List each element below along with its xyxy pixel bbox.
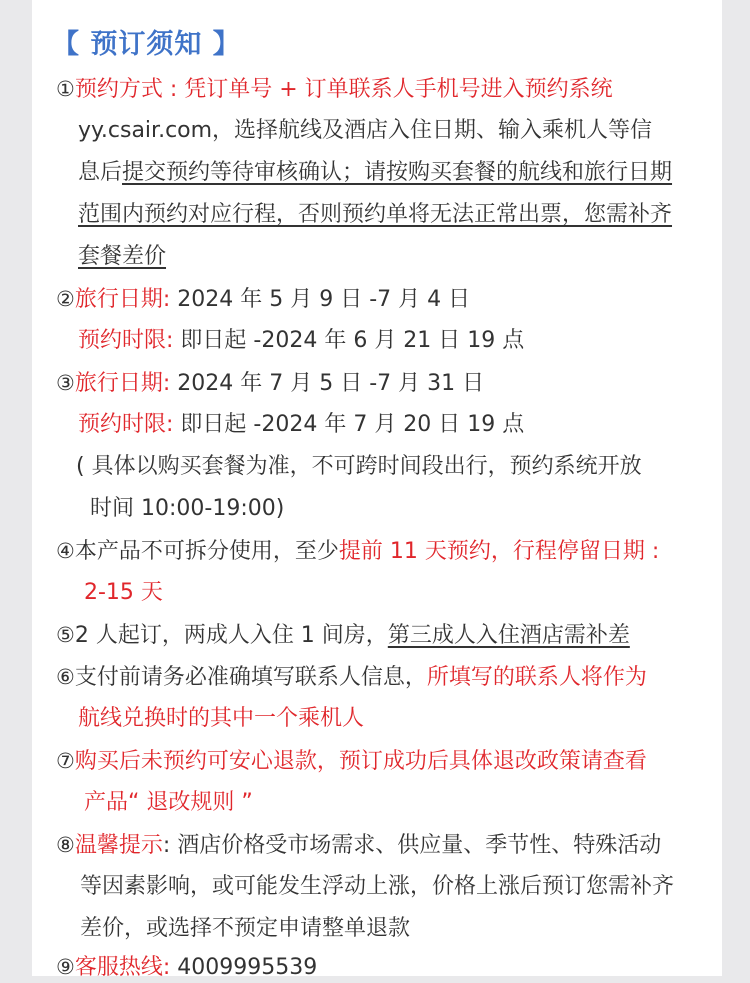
item-1-line-4: 范围内预约对应行程，否则预约单将无法正常出票，您需补齐	[78, 202, 673, 227]
section-title: 【 预订须知 】	[52, 29, 241, 60]
item-4-advance-booking: 提前 11 天预约，行程停留日期 :	[338, 539, 660, 564]
item-2-date-value: 2024 年 5 月 9 日 -7 月 4 日	[177, 287, 471, 312]
item-3-date-value: 2024 年 7 月 5 日 -7 月 31 日	[177, 371, 485, 396]
item-3-limit-label: 预约时限:	[78, 412, 174, 437]
item-1-line-3	[78, 158, 672, 188]
item-8-text-1: : 酒店价格受市场需求、供应量、季节性、特殊活动	[162, 833, 662, 858]
item-8-number: ⑧	[56, 833, 75, 857]
item-1-number: ①	[56, 77, 75, 101]
item-8-tip-label: 温馨提示	[74, 833, 163, 858]
item-2-date-label: 旅行日期:	[74, 287, 171, 312]
item-2-limit-label: 预约时限:	[78, 328, 174, 353]
item-4-number: ④	[56, 539, 75, 563]
item-8-line-2: 等因素影响，或可能发生浮动上涨，价格上涨后预订您需补齐	[80, 874, 675, 899]
item-3-travel-date	[56, 368, 484, 399]
item-5-text: 2 人起订，两成人入住 1 间房，	[74, 623, 388, 648]
item-3-note-line-2: 时间 10:00-19:00)	[90, 496, 285, 521]
item-3-number: ③	[56, 371, 75, 395]
item-5-number: ⑤	[56, 623, 75, 647]
item-1-line-1	[56, 74, 613, 105]
item-3-booking-limit	[78, 410, 524, 440]
item-9-hotline	[56, 952, 317, 983]
item-5-third-adult-note: 第三成人入住酒店需补差	[387, 623, 630, 648]
item-9-hotline-number: 4009995539	[170, 955, 318, 980]
item-6-number: ⑥	[56, 665, 75, 689]
item-2-travel-date	[56, 284, 470, 315]
item-6-text: 支付前请务必准确填写联系人信息，	[74, 665, 427, 690]
item-4-text: 本产品不可拆分使用，至少	[74, 539, 339, 564]
item-9-number: ⑨	[56, 955, 75, 979]
item-1-line-3-underlined: 提交预约等待审核确认；请按购买套餐的航线和旅行日期	[122, 160, 673, 185]
item-1-booking-method: 预约方式 : 凭订单号 + 订单联系人手机号进入预约系统	[74, 77, 613, 102]
item-8-line-3: 差价，或选择不预定申请整单退款	[80, 916, 411, 941]
item-5-line	[56, 620, 630, 651]
item-2-number: ②	[56, 287, 75, 311]
item-2-booking-limit	[78, 326, 524, 356]
item-2-limit-value: 即日起 -2024 年 6 月 21 日 19 点	[180, 328, 525, 353]
item-7-line-2: 产品“ 退改规则 ”	[84, 790, 253, 815]
item-6-line-2: 航线兑换时的其中一个乘机人	[78, 706, 365, 731]
item-6-contact-warning: 所填写的联系人将作为	[426, 665, 647, 690]
item-4-line-1	[56, 536, 659, 567]
item-6-line-1	[56, 662, 647, 693]
item-1-line-2: yy.csair.com，选择航线及酒店入住日期、输入乘机人等信	[78, 118, 653, 143]
item-3-note-line-1: ( 具体以购买套餐为准，不可跨时间段出行，预约系统开放	[76, 454, 642, 479]
item-3-date-label: 旅行日期:	[74, 371, 171, 396]
item-8-line-1	[56, 830, 661, 861]
item-1-line-5: 套餐差价	[78, 244, 167, 269]
item-9-hotline-label: 客服热线:	[74, 955, 171, 980]
item-4-stay-days: 2-15 天	[84, 580, 163, 605]
item-3-limit-value: 即日起 -2024 年 7 月 20 日 19 点	[180, 412, 525, 437]
item-1-line-3-text: 息后	[78, 160, 123, 185]
item-7-line-1	[56, 746, 647, 777]
item-7-number: ⑦	[56, 749, 75, 773]
item-7-refund-policy: 购买后未预约可安心退款，预订成功后具体退改政策请查看	[74, 749, 647, 774]
